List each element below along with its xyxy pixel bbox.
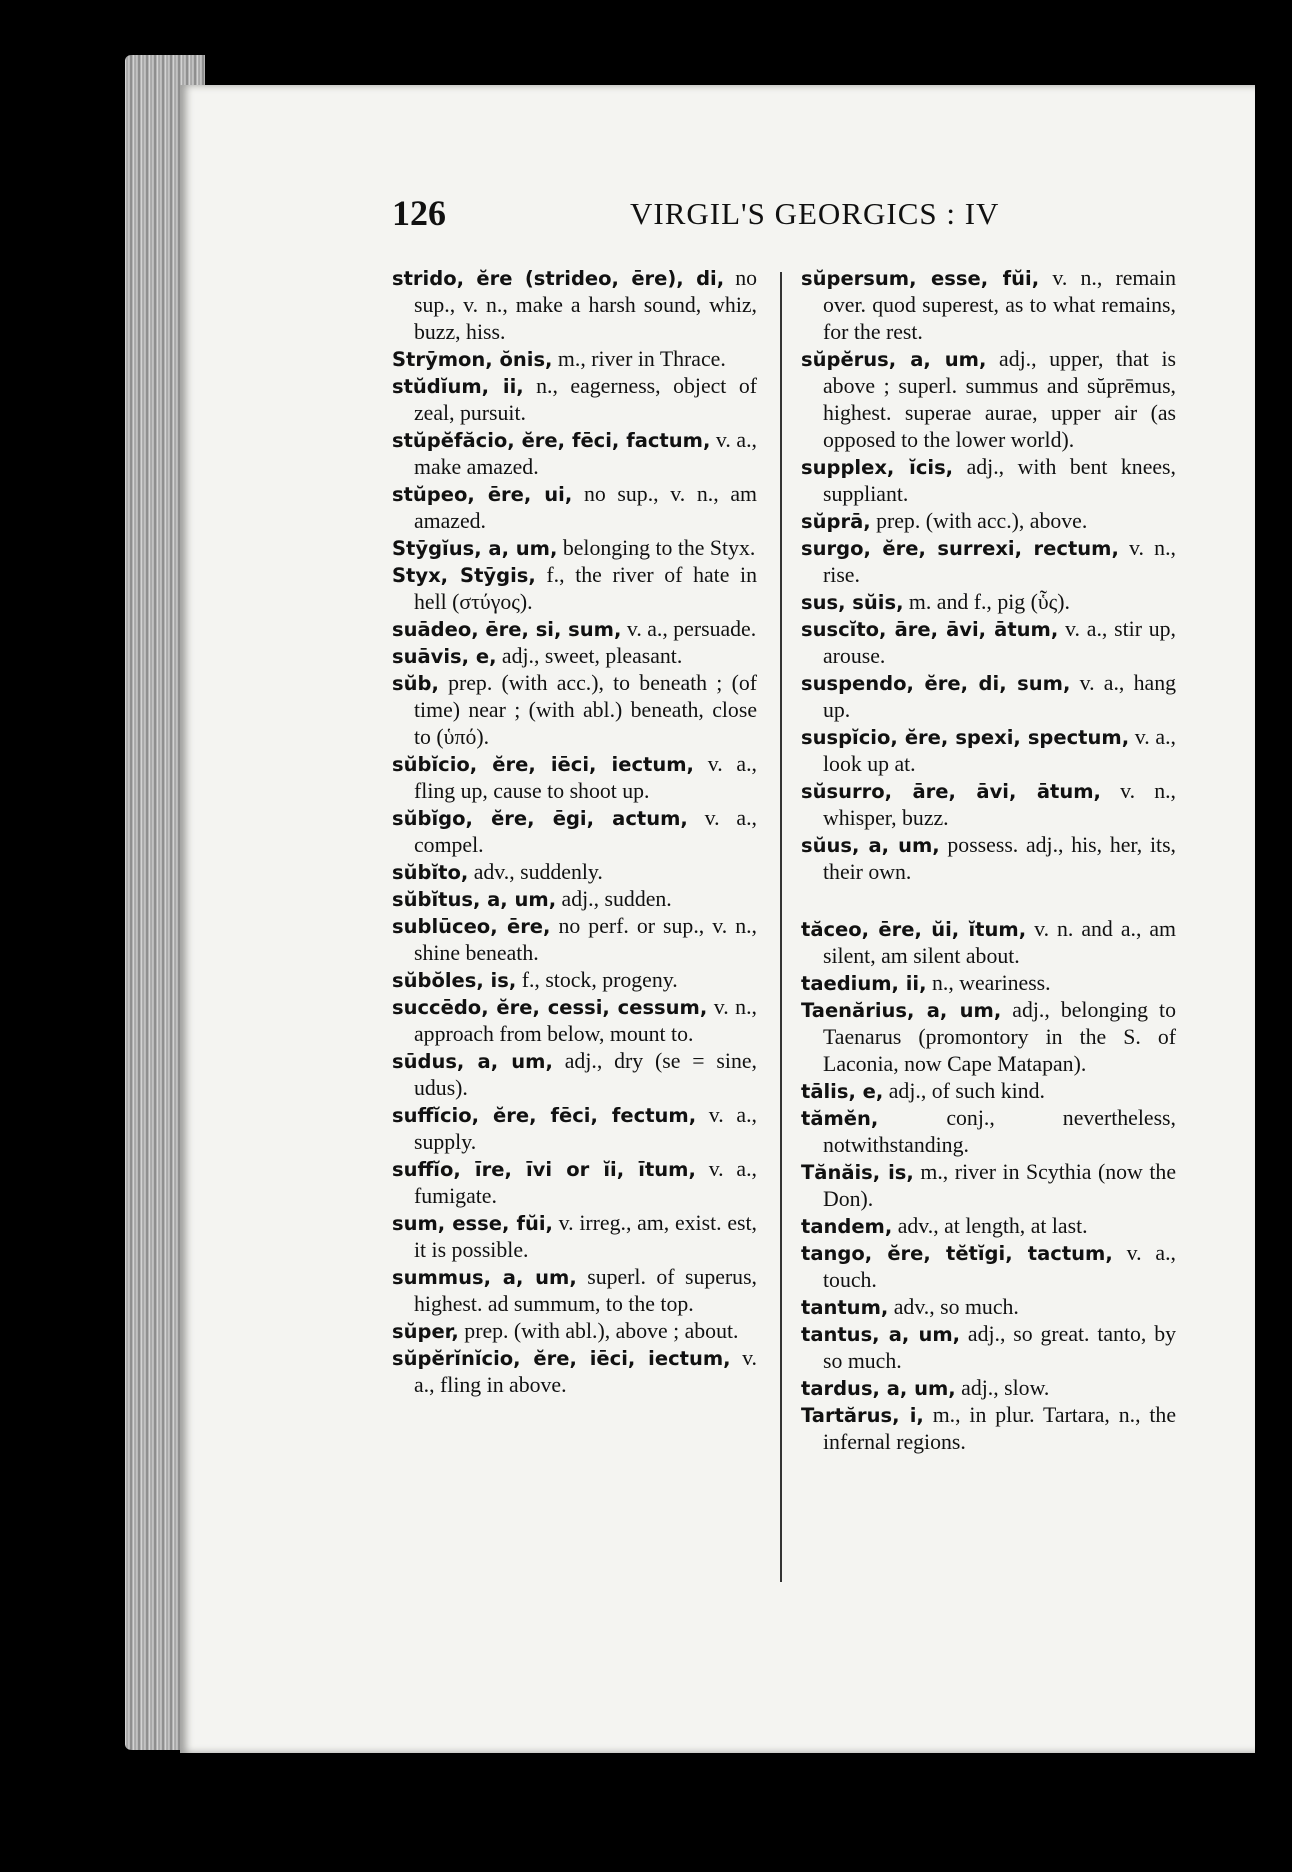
entry-headword: stŭpĕfăcio, ĕre, fēci, factum,: [392, 429, 711, 452]
entry-definition: v. n., whisper, buzz.: [823, 779, 1176, 830]
entry-headword: tandem,: [801, 1215, 893, 1238]
dictionary-entry: [801, 1240, 1176, 1294]
entry-definition: adj., dry (se = sine, udus).: [414, 1049, 757, 1100]
entry-headword: tantus, a, um,: [801, 1323, 961, 1346]
entry-definition: v. a., make amazed.: [414, 428, 757, 479]
page-number: 126: [392, 193, 446, 233]
dictionary-entry: [392, 427, 757, 481]
entry-definition: adj., belonging to Taenarus (promontory in the S. of Laconia, now Cape Matapan).: [823, 998, 1176, 1076]
entry-definition: adj., of such kind.: [883, 1079, 1045, 1103]
dictionary-entry: [801, 1078, 1176, 1105]
dictionary-entry: [801, 265, 1176, 346]
entry-headword: sŭpĕrus, a, um,: [801, 348, 987, 371]
entry-headword: sus, sŭis,: [801, 591, 904, 614]
entry-definition: belonging to the Styx.: [557, 536, 756, 560]
entry-headword: tango, ĕre, tĕtĭgi, tactum,: [801, 1242, 1113, 1265]
dictionary-entry: [801, 724, 1176, 778]
dictionary-entry: [392, 1264, 757, 1318]
left-column: [392, 265, 757, 1399]
entry-headword: tardus, a, um,: [801, 1377, 956, 1400]
dictionary-entry: [392, 265, 757, 346]
entry-definition: n., weariness.: [926, 971, 1051, 995]
dictionary-entry: [392, 1318, 757, 1345]
entry-headword: strido, ĕre (strideo, ēre), di,: [392, 267, 725, 290]
entry-headword: stŭpeo, ēre, ui,: [392, 483, 573, 506]
dictionary-entry: [392, 994, 757, 1048]
entry-headword: sŭpersum, esse, fŭi,: [801, 267, 1040, 290]
dictionary-entry: [392, 1345, 757, 1399]
entry-definition: adj., upper, that is above ; superl. summus and sŭprēmus, highest. superae aurae, upper air (as opposed to the lower world).: [823, 347, 1176, 452]
entry-headword: supplex, ĭcis,: [801, 456, 954, 479]
entry-definition: no sup., v. n., make a harsh sound, whiz, buzz, hiss.: [414, 266, 757, 344]
entry-headword: Tănăis, is,: [801, 1161, 914, 1184]
entry-headword: succēdo, ĕre, cessi, cessum,: [392, 996, 708, 1019]
entry-headword: taedium, ii,: [801, 972, 927, 995]
entry-definition: adv., at length, at last.: [892, 1214, 1088, 1238]
letter-section-gap: [801, 886, 1176, 916]
dictionary-entry: [801, 1321, 1176, 1375]
entry-definition: v. a., fling up, cause to shoot up.: [414, 752, 758, 803]
dictionary-entry: [801, 916, 1176, 970]
entry-headword: suspendo, ĕre, di, sum,: [801, 672, 1071, 695]
dictionary-entry: [801, 970, 1176, 997]
entry-definition: adj., slow.: [955, 1376, 1050, 1400]
dictionary-entry: [392, 535, 757, 562]
entry-definition: adj., sweet, pleasant.: [496, 644, 683, 668]
dictionary-entry: [392, 805, 757, 859]
entry-headword: suāvis, e,: [392, 645, 497, 668]
entry-headword: sŭbŏles, is,: [392, 969, 517, 992]
entry-definition: v. n., remain over. quod superest, as to what remains, for the rest.: [823, 266, 1176, 344]
dictionary-entry: [392, 616, 757, 643]
entry-definition: v. a., fling in above.: [414, 1346, 757, 1397]
entry-headword: suscĭto, āre, āvi, ātum,: [801, 618, 1059, 641]
dictionary-entry: [392, 481, 757, 535]
dictionary-entry: [392, 1210, 757, 1264]
dictionary-entry: [392, 967, 757, 994]
entry-definition: superl. of superus, highest. ad summum, to the top.: [414, 1265, 758, 1316]
entry-definition: v. a., touch.: [823, 1241, 1177, 1292]
entry-headword: sŭper,: [392, 1320, 459, 1343]
entry-headword: sum, esse, fŭi,: [392, 1212, 553, 1235]
dictionary-entry: [392, 670, 757, 751]
entry-definition: f., stock, progeny.: [516, 968, 678, 992]
dictionary-entry: [801, 832, 1176, 886]
dictionary-entry: [392, 751, 757, 805]
entry-headword: suffĭo, īre, īvi or ĭi, ītum,: [392, 1158, 696, 1181]
entry-headword: sŭpĕrĭnĭcio, ĕre, iēci, iectum,: [392, 1347, 731, 1370]
dictionary-entry: [801, 589, 1176, 616]
entry-definition: v. n. and a., am silent, am silent about.: [823, 917, 1177, 968]
dictionary-entry: [801, 346, 1176, 454]
entry-headword: tămĕn,: [801, 1107, 879, 1130]
entry-definition: v. a., hang up.: [823, 671, 1176, 722]
entry-definition: v. a., persuade.: [621, 617, 757, 641]
entry-definition: adv., so much.: [888, 1295, 1019, 1319]
dictionary-entry: [392, 643, 757, 670]
entry-definition: v. n., approach from below, mount to.: [414, 995, 757, 1046]
entry-headword: Styx, Stȳgis,: [392, 564, 536, 587]
dictionary-entry: [801, 778, 1176, 832]
dictionary-entry: [801, 1294, 1176, 1321]
dictionary-entry: [801, 1402, 1176, 1456]
entry-headword: sublūceo, ēre,: [392, 915, 551, 938]
entry-headword: sŭbĭtus, a, um,: [392, 888, 557, 911]
dictionary-entry: [801, 670, 1176, 724]
dictionary-entry: [392, 346, 757, 373]
entry-definition: v. a., supply.: [414, 1103, 757, 1154]
entry-definition: prep. (with abl.), above ; about.: [458, 1319, 739, 1343]
entry-headword: sŭus, a, um,: [801, 834, 940, 857]
entry-headword: sūdus, a, um,: [392, 1050, 553, 1073]
running-title: VIRGIL'S GEORGICS : IV: [630, 196, 1000, 231]
entry-headword: Strȳmon, ŏnis,: [392, 348, 553, 371]
dictionary-entry: [392, 562, 757, 616]
entry-headword: suffĭcio, ĕre, fēci, fectum,: [392, 1104, 697, 1127]
right-column: [801, 265, 1176, 1456]
dictionary-entry: [801, 535, 1176, 589]
dictionary-entry: [392, 859, 757, 886]
entry-definition: n., eagerness, object of zeal, pursuit.: [414, 374, 757, 425]
dictionary-entry: [392, 913, 757, 967]
dictionary-entry: [801, 1105, 1176, 1159]
entry-definition: v. a., stir up, arouse.: [823, 617, 1176, 668]
entry-definition: v. a., fumigate.: [414, 1157, 757, 1208]
entry-headword: Tartărus, i,: [801, 1404, 924, 1427]
dictionary-entry: [801, 1213, 1176, 1240]
entry-definition: v. a., look up at.: [823, 725, 1177, 776]
entry-definition: prep. (with acc.), to beneath ; (of time) near ; (with abl.) beneath, close to (ὑπό).: [414, 671, 757, 749]
entry-headword: tăceo, ēre, ŭi, ĭtum,: [801, 918, 1027, 941]
entry-definition: no sup., v. n., am amazed.: [414, 482, 757, 533]
entry-definition: v. n., rise.: [823, 536, 1176, 587]
dictionary-entry: [801, 1375, 1176, 1402]
entry-headword: surgo, ĕre, surrexi, rectum,: [801, 537, 1119, 560]
entry-headword: tantum,: [801, 1296, 889, 1319]
dictionary-entry: [801, 508, 1176, 535]
entry-definition: v. a., compel.: [414, 806, 758, 857]
dictionary-entry: [801, 997, 1176, 1078]
entry-headword: stŭdĭum, ii,: [392, 375, 524, 398]
entry-headword: Stȳgĭus, a, um,: [392, 537, 558, 560]
column-divider: [780, 272, 782, 1582]
entry-headword: sŭb,: [392, 672, 439, 695]
dictionary-entry: [801, 1159, 1176, 1213]
entry-definition: m. and f., pig (ὗς).: [903, 590, 1071, 614]
entry-definition: adj., sudden.: [556, 887, 672, 911]
entry-definition: conj., nevertheless, notwithstanding.: [823, 1106, 1176, 1157]
entry-headword: suādeo, ēre, si, sum,: [392, 618, 622, 641]
dictionary-entry: [392, 373, 757, 427]
entry-definition: adv., suddenly.: [468, 860, 603, 884]
entry-headword: sŭbĭcio, ĕre, iēci, iectum,: [392, 753, 694, 776]
entry-headword: Taenărius, a, um,: [801, 999, 1002, 1022]
entry-headword: sŭsurro, āre, āvi, ātum,: [801, 780, 1101, 803]
dictionary-entry: [801, 454, 1176, 508]
dictionary-entry: [392, 886, 757, 913]
entry-headword: sŭbĭgo, ĕre, ēgi, actum,: [392, 807, 688, 830]
entry-headword: summus, a, um,: [392, 1266, 577, 1289]
running-head: [210, 192, 1130, 242]
entry-definition: v. irreg., am, exist. est, it is possible.: [414, 1211, 757, 1262]
dictionary-entry: [392, 1102, 757, 1156]
entry-definition: no perf. or sup., v. n., shine beneath.: [414, 914, 757, 965]
dictionary-entry: [801, 616, 1176, 670]
entry-definition: m., river in Scythia (now the Don).: [823, 1160, 1176, 1211]
dictionary-entry: [392, 1156, 757, 1210]
entry-definition: prep. (with acc.), above.: [870, 509, 1088, 533]
entry-definition: possess. adj., his, her, its, their own.: [823, 833, 1176, 884]
entry-headword: suspĭcio, ĕre, spexi, spectum,: [801, 726, 1130, 749]
dictionary-entry: [392, 1048, 757, 1102]
entry-headword: tālis, e,: [801, 1080, 884, 1103]
entry-definition: adj., with bent knees, suppliant.: [823, 455, 1176, 506]
entry-definition: m., in plur. Tartara, n., the infernal regions.: [823, 1403, 1176, 1454]
entry-headword: sŭbĭto,: [392, 861, 469, 884]
entry-headword: sŭprā,: [801, 510, 871, 533]
entry-definition: f., the river of hate in hell (στύγος).: [414, 563, 757, 614]
entry-definition: m., river in Thrace.: [552, 347, 726, 371]
entry-definition: adj., so great. tanto, by so much.: [823, 1322, 1176, 1373]
